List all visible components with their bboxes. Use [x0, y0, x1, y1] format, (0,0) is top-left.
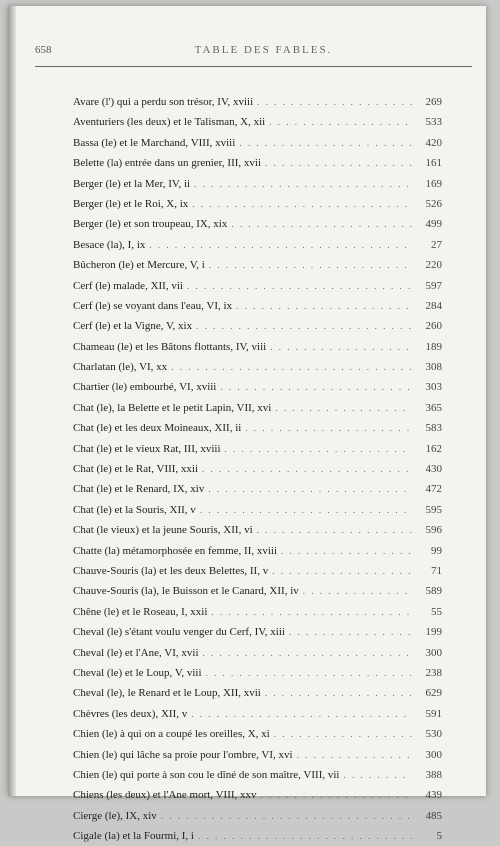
entry-page-number: 300 — [425, 748, 442, 761]
entry-page-number: 589 — [425, 585, 442, 598]
dot-leader — [208, 479, 412, 499]
entry-title: Chiens (les deux) et l'Ane mort, VIII, xxv — [73, 789, 257, 802]
index-entry — [73, 439, 442, 459]
dot-leader — [192, 194, 412, 214]
entry-title: Belette (la) entrée dans un grenier, III, xvii — [73, 157, 262, 170]
entry-page-number: 583 — [425, 422, 442, 435]
index-entry — [73, 785, 442, 805]
index-entry — [73, 377, 442, 397]
entry-title: Chameau (le) et les Bâtons flottants, IV, viii — [73, 340, 267, 353]
dot-leader — [343, 765, 412, 785]
index-entry — [73, 174, 442, 194]
dot-leader — [211, 602, 412, 622]
entry-page-number: 629 — [425, 687, 442, 700]
entry-page-number: 169 — [425, 177, 442, 190]
dot-leader — [202, 459, 412, 479]
entry-title: Chatte (la) métamorphosée en femme, II, xviii — [73, 544, 278, 557]
entry-page-number: 388 — [425, 768, 442, 781]
dot-leader — [225, 439, 412, 459]
index-entry — [73, 316, 442, 336]
entry-page-number: 300 — [425, 646, 442, 659]
dot-leader — [269, 112, 412, 132]
dot-leader — [203, 643, 413, 663]
index-entry — [73, 683, 442, 703]
entry-title: Chat (le) et les deux Moineaux, XII, ii — [73, 422, 242, 435]
entry-page-number: 27 — [431, 238, 442, 251]
entry-title: Chien (le) qui lâche sa proie pour l'ombre, VI, xvi — [73, 748, 293, 761]
dot-leader — [275, 398, 412, 418]
entry-title: Cheval (le), le Renard et le Loup, XII, xvii — [73, 687, 261, 700]
index-entry — [73, 622, 442, 642]
dot-leader — [281, 541, 412, 561]
entry-title: Chèvres (les deux), XII, v — [73, 707, 188, 720]
index-entry — [73, 337, 442, 357]
index-entry — [73, 826, 442, 846]
fable-index-list — [73, 92, 442, 846]
entry-page-number: 284 — [425, 299, 442, 312]
entry-page-number: 238 — [425, 666, 442, 679]
index-entry — [73, 255, 442, 275]
entry-page-number: 189 — [425, 340, 442, 353]
entry-page-number: 472 — [425, 483, 442, 496]
dot-leader — [161, 806, 412, 826]
index-entry — [73, 745, 442, 765]
entry-title: Berger (le) et le Roi, X, ix — [73, 197, 189, 210]
entry-page-number: 199 — [425, 626, 442, 639]
dot-leader — [257, 92, 412, 112]
entry-page-number: 5 — [436, 830, 442, 843]
dot-leader — [149, 235, 412, 255]
index-entry — [73, 214, 442, 234]
dot-leader — [209, 255, 412, 275]
dot-leader — [289, 622, 412, 642]
entry-page-number: 269 — [425, 96, 442, 108]
index-entry — [73, 398, 442, 418]
entry-title: Chartier (le) embourbé, VI, xviii — [73, 381, 217, 394]
dot-leader — [270, 337, 412, 357]
entry-title: Chien (le) à qui on a coupé les oreilles, X, xi — [73, 728, 270, 741]
entry-page-number: 71 — [431, 564, 442, 577]
entry-page-number: 530 — [425, 728, 442, 741]
entry-title: Cigale (la) et la Fourmi, I, i — [73, 830, 194, 843]
index-entry — [73, 643, 442, 663]
entry-page-number: 162 — [425, 442, 442, 455]
entry-title: Besace (la), I, ix — [73, 238, 146, 251]
index-entry — [73, 92, 442, 112]
entry-title: Chat (le) et la Souris, XII, v — [73, 503, 196, 516]
entry-title: Cierge (le), IX, xiv — [73, 809, 157, 822]
entry-title: Cheval (le) et le Loup, V, viii — [73, 666, 202, 679]
dot-leader — [220, 377, 412, 397]
entry-title: Chat (le), la Belette et le petit Lapin, VII, xvi — [73, 401, 272, 414]
entry-page-number: 430 — [425, 463, 442, 476]
index-entry — [73, 357, 442, 377]
entry-page-number: 596 — [425, 524, 442, 537]
dot-leader — [303, 581, 412, 601]
index-entry — [73, 541, 442, 561]
index-entry — [73, 296, 442, 316]
page-number: 658 — [35, 44, 52, 56]
dot-leader — [194, 174, 412, 194]
dot-leader — [297, 745, 412, 765]
entry-page-number: 595 — [425, 503, 442, 516]
entry-page-number: 591 — [425, 707, 442, 720]
index-entry — [73, 602, 442, 622]
entry-title: Chauve-Souris (la), le Buisson et le Canard, XII, iv — [73, 585, 299, 598]
entry-title: Chien (le) qui porte à son cou le dîné de son maître, VIII, vii — [73, 768, 340, 781]
index-entry — [73, 704, 442, 724]
entry-title: Chat (le vieux) et la jeune Souris, XII, vi — [73, 524, 253, 537]
page-binding-shadow — [8, 6, 16, 796]
entry-page-number: 220 — [425, 259, 442, 272]
dot-leader — [198, 826, 412, 846]
page-header — [35, 44, 472, 62]
dot-leader — [257, 520, 412, 540]
entry-page-number: 99 — [431, 544, 442, 557]
entry-title: Chat (le) et le Rat, VIII, xxii — [73, 463, 199, 476]
entry-page-number: 499 — [425, 218, 442, 231]
index-entry — [73, 520, 442, 540]
index-entry — [73, 153, 442, 173]
entry-title: Charlatan (le), VI, xx — [73, 361, 168, 374]
dot-leader — [245, 418, 412, 438]
index-entry — [73, 561, 442, 581]
dot-leader — [187, 276, 412, 296]
dot-leader — [206, 663, 412, 683]
entry-title: Bûcheron (le) et Mercure, V, i — [73, 259, 205, 272]
index-entry — [73, 765, 442, 785]
index-entry — [73, 235, 442, 255]
entry-page-number: 161 — [425, 157, 442, 170]
entry-page-number: 420 — [425, 136, 442, 149]
header-rule — [35, 66, 472, 67]
index-entry — [73, 663, 442, 683]
entry-title: Cerf (le) malade, XII, vii — [73, 279, 183, 292]
dot-leader — [200, 500, 412, 520]
dot-leader — [231, 214, 412, 234]
index-entry — [73, 724, 442, 744]
entry-title: Cerf (le) et la Vigne, V, xix — [73, 320, 193, 333]
entry-page-number: 303 — [425, 381, 442, 394]
index-entry — [73, 112, 442, 132]
running-title: TABLE DES FABLES. — [194, 44, 333, 56]
entry-title: Avare (l') qui a perdu son trésor, IV, xviii — [73, 96, 254, 108]
entry-page-number: 526 — [425, 197, 442, 210]
index-entry — [73, 276, 442, 296]
entry-title: Cerf (le) se voyant dans l'eau, VI, ix — [73, 299, 233, 312]
dot-leader — [261, 785, 412, 805]
entry-page-number: 597 — [425, 279, 442, 292]
entry-title: Chat (le) et le Renard, IX, xiv — [73, 483, 205, 496]
entry-title: Aventuriers (les deux) et le Talisman, X, xii — [73, 116, 266, 129]
book-page — [8, 6, 486, 843]
entry-title: Berger (le) et la Mer, IV, ii — [73, 177, 191, 190]
index-entry — [73, 581, 442, 601]
entry-page-number: 365 — [425, 401, 442, 414]
entry-title: Chêne (le) et le Roseau, I, xxii — [73, 605, 208, 618]
index-entry — [73, 806, 442, 826]
index-entry — [73, 194, 442, 214]
entry-title: Chauve-Souris (la) et les deux Belettes, II, v — [73, 564, 269, 577]
index-entry — [73, 459, 442, 479]
dot-leader — [236, 296, 412, 316]
index-entry — [73, 500, 442, 520]
entry-title: Berger (le) et son troupeau, IX, xix — [73, 218, 228, 231]
index-entry — [73, 418, 442, 438]
dot-leader — [274, 724, 412, 744]
index-entry — [73, 133, 442, 153]
entry-title: Chat (le) et le vieux Rat, III, xviii — [73, 442, 221, 455]
dot-leader — [239, 133, 412, 153]
entry-page-number: 439 — [425, 789, 442, 802]
dot-leader — [191, 704, 412, 724]
dot-leader — [265, 153, 412, 173]
index-entry — [73, 479, 442, 499]
entry-title: Cheval (le) et l'Ane, VI, xvii — [73, 646, 199, 659]
entry-page-number: 308 — [425, 361, 442, 374]
entry-page-number: 533 — [425, 116, 442, 129]
entry-page-number: 260 — [425, 320, 442, 333]
entry-page-number: 55 — [431, 605, 442, 618]
dot-leader — [265, 683, 412, 703]
entry-page-number: 485 — [425, 809, 442, 822]
dot-leader — [171, 357, 412, 377]
entry-title: Bassa (le) et le Marchand, VIII, xviii — [73, 136, 236, 149]
dot-leader — [196, 316, 412, 336]
entry-title: Cheval (le) s'étant voulu venger du Cerf, IV, xiii — [73, 626, 285, 639]
dot-leader — [272, 561, 412, 581]
